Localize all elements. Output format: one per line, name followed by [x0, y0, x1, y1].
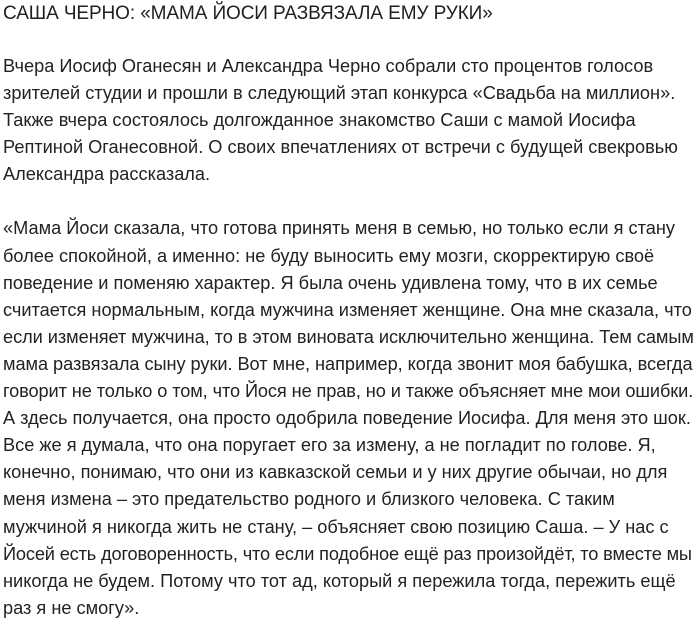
paragraph-line: зрителей студии и прошли в следующий этап конкурса «Свадьба на миллион».: [3, 83, 676, 104]
article-paragraph-quote: [3, 215, 695, 621]
paragraph-line: мужчиной я никогда жить не стану, – объясняет свою позицию Саша. – У нас с: [3, 516, 669, 537]
article-paragraph-intro: [3, 53, 695, 188]
paragraph-line: Вчера Иосиф Оганесян и Александра Черно собрали сто процентов голосов: [3, 56, 654, 76]
paragraph-line: если изменяет мужчина, то в этом виновата исключительно женщина. Тем самым: [3, 326, 694, 347]
article: [3, 0, 695, 622]
paragraph-line: раз я не смогу».: [3, 597, 140, 618]
paragraph-line: никогда не будем. Потому что тот ад, который я пережила тогда, пережить ещё: [3, 570, 676, 591]
paragraph-line: Йосей есть договоренность, что если подобное ещё раз произойдёт, то вместе мы: [3, 543, 692, 564]
paragraph-line: конечно, понимаю, что они из кавказской семьи и у них другие обычаи, но для: [3, 462, 668, 483]
paragraph-line: А здесь получается, она просто одобрила поведение Иосифа. Для меня это шок.: [3, 408, 691, 429]
paragraph-line: «Мама Йоси сказала, что готова принять меня в семью, но только если я стану: [3, 218, 675, 239]
paragraph-line: Также вчера состоялось долгожданное знакомство Саши с мамой Иосифа: [3, 110, 636, 131]
paragraph-line: Рептиной Оганесовной. О своих впечатлениях от встречи с будущей свекровью: [3, 137, 678, 158]
paragraph-line: более спокойной, а именно: не буду выносить ему мозги, скорректирую своё: [3, 245, 655, 266]
paragraph-line: считается нормальным, когда мужчина изменяет женщине. Она мне сказала, что: [3, 299, 692, 320]
paragraph-line: говорит не только о том, что Йося не прав, но и также объясняет мне мои ошибки.: [3, 381, 694, 402]
paragraph-line: поведение и поменяю характер. Я была очень удивлена тому, что в их семье: [3, 272, 658, 293]
paragraph-line: Все же я думала, что она поругает его за измену, а не погладит по голове. Я,: [3, 435, 656, 456]
paragraph-line: Александра рассказала.: [3, 164, 211, 185]
paragraph-line: мама развязала сыну руки. Вот мне, например, когда звонит моя бабушка, всегда: [3, 353, 693, 374]
article-title: САША ЧЕРНО: «МАМА ЙОСИ РАЗВЯЗАЛА ЕМУ РУКИ»: [3, 3, 493, 24]
paragraph-line: меня измена – это предательство родного и близкого человека. С таким: [3, 489, 615, 510]
